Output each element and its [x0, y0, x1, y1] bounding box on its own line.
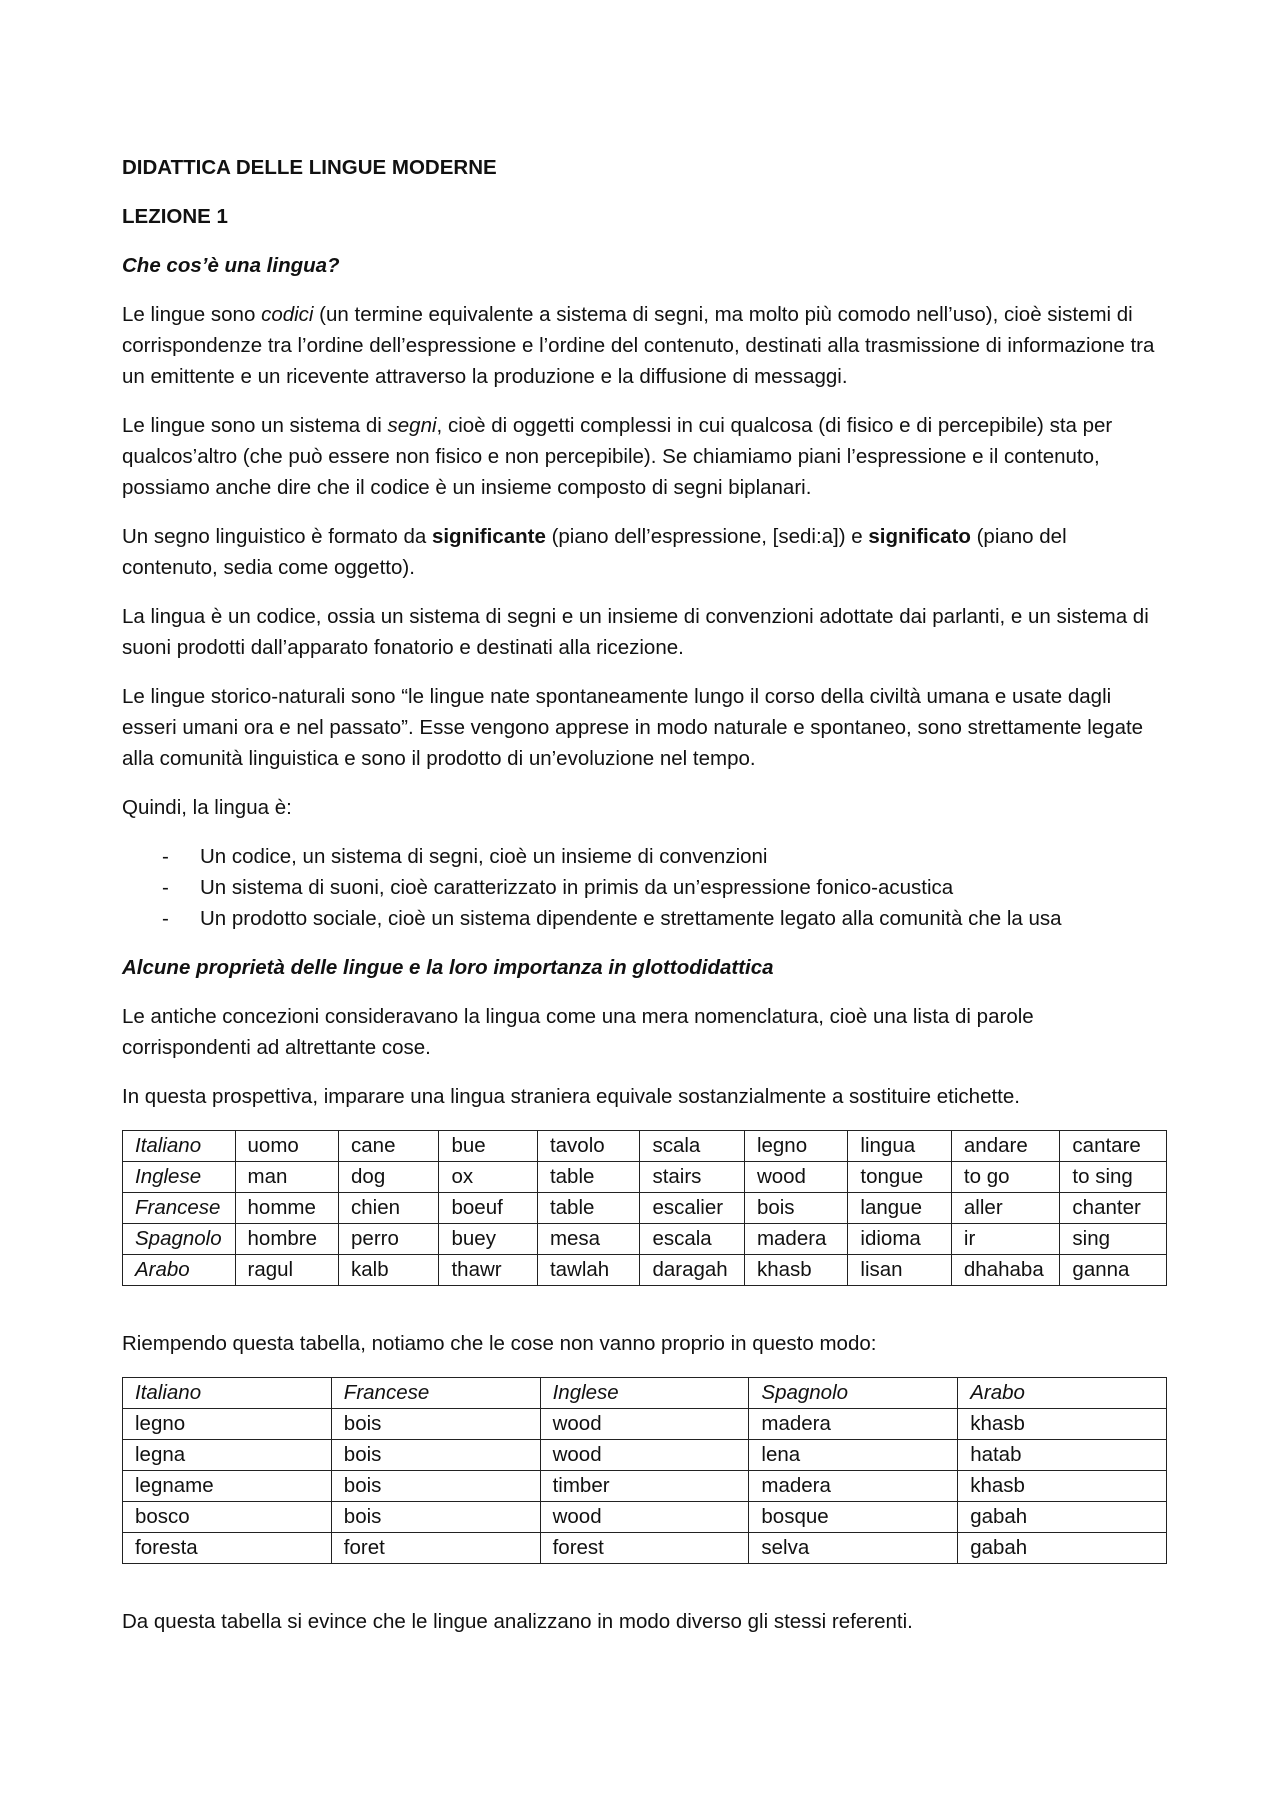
- table-cell: bosque: [749, 1502, 958, 1533]
- table-row: [123, 1409, 1167, 1440]
- bullet-list: [122, 841, 1167, 934]
- column-header: Spagnolo: [749, 1378, 958, 1409]
- table-cell: table: [537, 1162, 639, 1193]
- paragraph-prospettiva: In questa prospettiva, imparare una lingua straniera equivale sostanzialmente a sostituire etichette.: [122, 1085, 1020, 1108]
- table-cell: boeuf: [439, 1193, 537, 1224]
- table-cell: foret: [331, 1533, 540, 1564]
- table-cell: chien: [339, 1193, 439, 1224]
- table-row: [123, 1440, 1167, 1471]
- paragraph-segno-linguistico: Un segno linguistico è formato da significante (piano dell’espressione, [sedi:a]) e significato (piano del contenuto, sedia come oggetto).: [122, 525, 1067, 579]
- table-cell: lisan: [848, 1255, 951, 1286]
- table-cell: sing: [1060, 1224, 1167, 1255]
- column-header: Francese: [331, 1378, 540, 1409]
- paragraph-codice: La lingua è un codice, ossia un sistema di segni e un insieme di convenzioni adottate dai parlanti, e un sistema di suoni prodotti dall’apparato fonatorio e destinati alla ricezione.: [122, 605, 1149, 659]
- table-row: [123, 1131, 1167, 1162]
- table-cell: madera: [749, 1409, 958, 1440]
- table-cell: bois: [331, 1409, 540, 1440]
- table-cell: bois: [331, 1502, 540, 1533]
- paragraph-quindi: Quindi, la lingua è:: [122, 796, 292, 819]
- table-cell: bois: [744, 1193, 847, 1224]
- table-cell: hatab: [958, 1440, 1167, 1471]
- table-cell: idioma: [848, 1224, 951, 1255]
- table-cell: uomo: [235, 1131, 338, 1162]
- lesson-title: LEZIONE 1: [122, 205, 228, 228]
- table-cell: kalb: [339, 1255, 439, 1286]
- section-heading-lingua: Che cos’è una lingua?: [122, 254, 340, 277]
- table-cell: aller: [951, 1193, 1060, 1224]
- table-cell: dhahaba: [951, 1255, 1060, 1286]
- table-cell: tawlah: [537, 1255, 639, 1286]
- table-cell: legname: [123, 1471, 332, 1502]
- table-cell: gabah: [958, 1502, 1167, 1533]
- table-cell: mesa: [537, 1224, 639, 1255]
- table-cell: andare: [951, 1131, 1060, 1162]
- paragraph-nomenclatura: Le antiche concezioni consideravano la lingua come una mera nomenclatura, cioè una lista di parole corrispondenti ad altrettante cose.: [122, 1005, 1034, 1059]
- wood-terms-table: [122, 1377, 1167, 1564]
- table-cell: homme: [235, 1193, 338, 1224]
- table-cell: lingua: [848, 1131, 951, 1162]
- table-cell: foresta: [123, 1533, 332, 1564]
- table-cell: ragul: [235, 1255, 338, 1286]
- paragraph-codici: Le lingue sono codici (un termine equivalente a sistema di segni, ma molto più comodo nell’uso), cioè sistemi di corrispondenze tra l’ordine dell’espressione e l’ordine del contenuto, destinati alla trasmissione di informazione tra un emittente e un ricevente attraverso la produzione e la diffusione di messaggi.: [122, 303, 1155, 388]
- list-item: - Un prodotto sociale, cioè un sistema dipendente e strettamente legato alla comunità che la usa: [162, 907, 1062, 930]
- table-cell: bois: [331, 1471, 540, 1502]
- table-cell: legno: [123, 1409, 332, 1440]
- table-cell: man: [235, 1162, 338, 1193]
- table-header-row: [123, 1378, 1167, 1409]
- table-cell: daragah: [640, 1255, 745, 1286]
- table-cell: escala: [640, 1224, 745, 1255]
- table-row: [123, 1471, 1167, 1502]
- table-cell: bois: [331, 1440, 540, 1471]
- table-cell: perro: [339, 1224, 439, 1255]
- table-cell: tongue: [848, 1162, 951, 1193]
- table-cell: wood: [744, 1162, 847, 1193]
- paragraph-riempendo: Riempendo questa tabella, notiamo che le cose non vanno proprio in questo modo:: [122, 1332, 877, 1355]
- table-row: [123, 1162, 1167, 1193]
- table-cell: thawr: [439, 1255, 537, 1286]
- table-cell: ox: [439, 1162, 537, 1193]
- table-cell: bosco: [123, 1502, 332, 1533]
- document-page: [122, 152, 1167, 1655]
- section-heading-proprieta: Alcune proprietà delle lingue e la loro importanza in glottodidattica: [122, 956, 774, 979]
- table-cell: khasb: [958, 1471, 1167, 1502]
- row-header-language: Inglese: [123, 1162, 236, 1193]
- table-cell: wood: [540, 1409, 749, 1440]
- list-item: - Un sistema di suoni, cioè caratterizzato in primis da un’espressione fonico-acustica: [162, 876, 954, 899]
- table-cell: ganna: [1060, 1255, 1167, 1286]
- row-header-language: Arabo: [123, 1255, 236, 1286]
- list-item: - Un codice, un sistema di segni, cioè un insieme di convenzioni: [162, 845, 768, 868]
- table-cell: wood: [540, 1440, 749, 1471]
- table-cell: bue: [439, 1131, 537, 1162]
- table-cell: gabah: [958, 1533, 1167, 1564]
- table-cell: scala: [640, 1131, 745, 1162]
- table-row: [123, 1193, 1167, 1224]
- table-row: [123, 1255, 1167, 1286]
- table-cell: tavolo: [537, 1131, 639, 1162]
- table-cell: khasb: [744, 1255, 847, 1286]
- table-cell: escalier: [640, 1193, 745, 1224]
- table-cell: dog: [339, 1162, 439, 1193]
- table-cell: lena: [749, 1440, 958, 1471]
- table-cell: langue: [848, 1193, 951, 1224]
- row-header-language: Francese: [123, 1193, 236, 1224]
- table-cell: madera: [749, 1471, 958, 1502]
- table-cell: stairs: [640, 1162, 745, 1193]
- paragraph-storico-naturali: Le lingue storico-naturali sono “le lingue nate spontaneamente lungo il corso della civiltà umana e usate dagli esseri umani ora e nel passato”. Esse vengono apprese in modo naturale e spontaneo, sono strettamente legate alla comunità linguistica e sono il prodotto di un’evoluzione nel tempo.: [122, 685, 1144, 770]
- table-cell: selva: [749, 1533, 958, 1564]
- table-cell: cane: [339, 1131, 439, 1162]
- vocabulary-table: [122, 1130, 1167, 1286]
- table-cell: khasb: [958, 1409, 1167, 1440]
- table-cell: chanter: [1060, 1193, 1167, 1224]
- table-cell: table: [537, 1193, 639, 1224]
- table-row: [123, 1533, 1167, 1564]
- row-header-language: Italiano: [123, 1131, 236, 1162]
- table-cell: timber: [540, 1471, 749, 1502]
- course-title: DIDATTICA DELLE LINGUE MODERNE: [122, 156, 497, 179]
- table-cell: madera: [744, 1224, 847, 1255]
- table-cell: buey: [439, 1224, 537, 1255]
- table-cell: wood: [540, 1502, 749, 1533]
- table-cell: to go: [951, 1162, 1060, 1193]
- table-cell: cantare: [1060, 1131, 1167, 1162]
- column-header: Inglese: [540, 1378, 749, 1409]
- table-cell: ir: [951, 1224, 1060, 1255]
- table-row: [123, 1224, 1167, 1255]
- table-cell: forest: [540, 1533, 749, 1564]
- table-cell: to sing: [1060, 1162, 1167, 1193]
- paragraph-segni: Le lingue sono un sistema di segni, cioè di oggetti complessi in cui qualcosa (di fisico e di percepibile) sta per qualcos’altro (che può essere non fisico e non percepibile). Se chiamiamo piani l’espressione e il contenuto, possiamo anche dire che il codice è un insieme composto di segni biplanari.: [122, 414, 1113, 499]
- table-cell: legna: [123, 1440, 332, 1471]
- table-cell: hombre: [235, 1224, 338, 1255]
- table-cell: legno: [744, 1131, 847, 1162]
- row-header-language: Spagnolo: [123, 1224, 236, 1255]
- column-header: Arabo: [958, 1378, 1167, 1409]
- paragraph-conclusione: Da questa tabella si evince che le lingue analizzano in modo diverso gli stessi referenti.: [122, 1610, 913, 1633]
- table-row: [123, 1502, 1167, 1533]
- column-header: Italiano: [123, 1378, 332, 1409]
